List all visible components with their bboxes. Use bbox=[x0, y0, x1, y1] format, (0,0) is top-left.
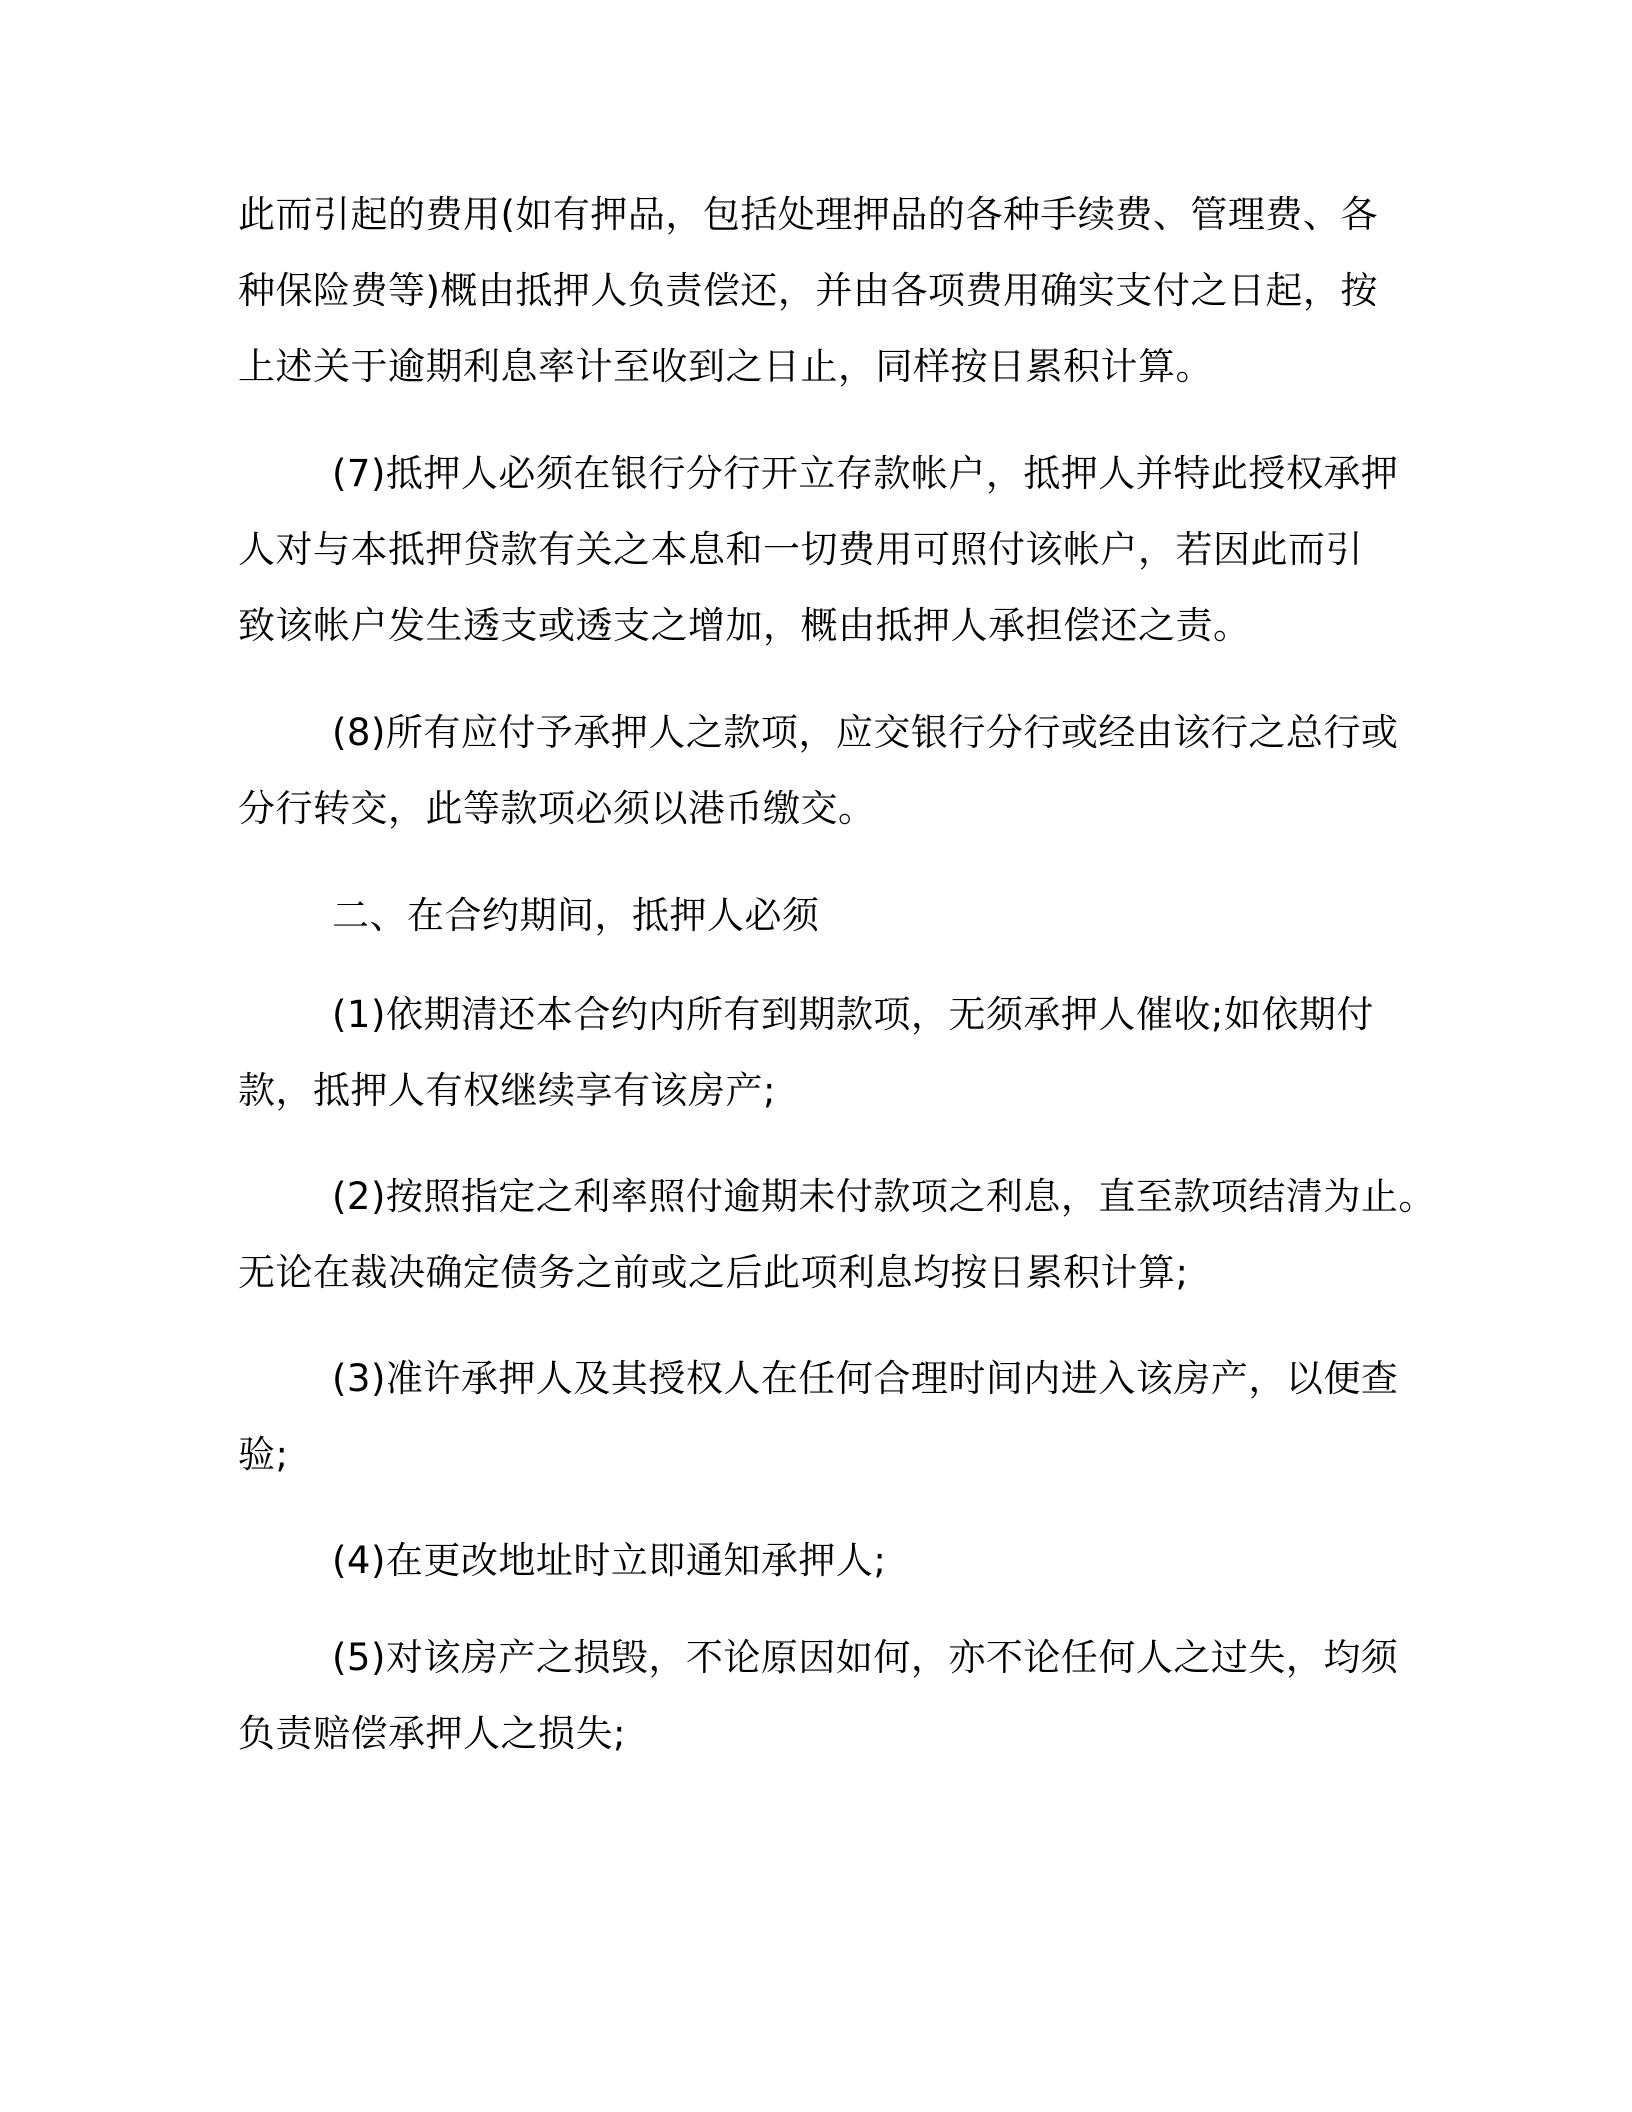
text-line: 无论在裁决确定债务之前或之后此项利息均按日累积计算; bbox=[238, 1251, 1189, 1294]
text-line: 上述关于逾期利息率计至收到之日止，同样按日累积计算。 bbox=[238, 345, 1213, 388]
text-line: (4)在更改地址时立即通知承押人; bbox=[332, 1539, 887, 1582]
text-line: 分行转交，此等款项必须以港币缴交。 bbox=[238, 787, 876, 830]
text-line: (1)依期清还本合约内所有到期款项，无须承押人催收;如依期付 bbox=[332, 993, 1374, 1036]
paragraph-obligation-3 bbox=[238, 1341, 1408, 1493]
text-line: 人对与本抵押贷款有关之本息和一切费用可照付该帐户，若因此而引 bbox=[238, 528, 1363, 571]
paragraph-obligation-4 bbox=[238, 1523, 1408, 1599]
text-line: (7)抵押人必须在银行分行开立存款帐户，抵押人并特此授权承押 bbox=[332, 452, 1399, 495]
paragraph-clause-8 bbox=[238, 695, 1408, 847]
text-line: 此而引起的费用(如有押品，包括处理押品的各种手续费、管理费、各 bbox=[238, 193, 1378, 236]
text-line: (2)按照指定之利率照付逾期未付款项之利息，直至款项结清为止。 bbox=[332, 1175, 1436, 1218]
text-line: (8)所有应付予承押人之款项，应交银行分行或经由该行之总行或 bbox=[332, 711, 1399, 754]
text-line: (3)准许承押人及其授权人在任何合理时间内进入该房产，以便查 bbox=[332, 1357, 1399, 1400]
text-line: 负责赔偿承押人之损失; bbox=[238, 1712, 626, 1755]
text-line: (5)对该房产之损毁，不论原因如何，亦不论任何人之过失，均须 bbox=[332, 1636, 1399, 1679]
paragraph-clause-7 bbox=[238, 436, 1408, 664]
text-line: 验; bbox=[238, 1433, 289, 1476]
paragraph-obligation-2 bbox=[238, 1159, 1436, 1311]
text-line: 款，抵押人有权继续享有该房产; bbox=[238, 1069, 776, 1112]
paragraph-fees-continuation bbox=[238, 177, 1408, 405]
paragraph-obligation-5 bbox=[238, 1620, 1408, 1772]
text-line: 种保险费等)概由抵押人负责偿还，并由各项费用确实支付之日起，按 bbox=[238, 269, 1378, 312]
text-line: 致该帐户发生透支或透支之增加，概由抵押人承担偿还之责。 bbox=[238, 604, 1251, 647]
section-heading: 二、在合约期间，抵押人必须 bbox=[332, 894, 820, 937]
paragraph-obligation-1 bbox=[238, 977, 1408, 1129]
section-heading-two bbox=[238, 878, 1408, 954]
